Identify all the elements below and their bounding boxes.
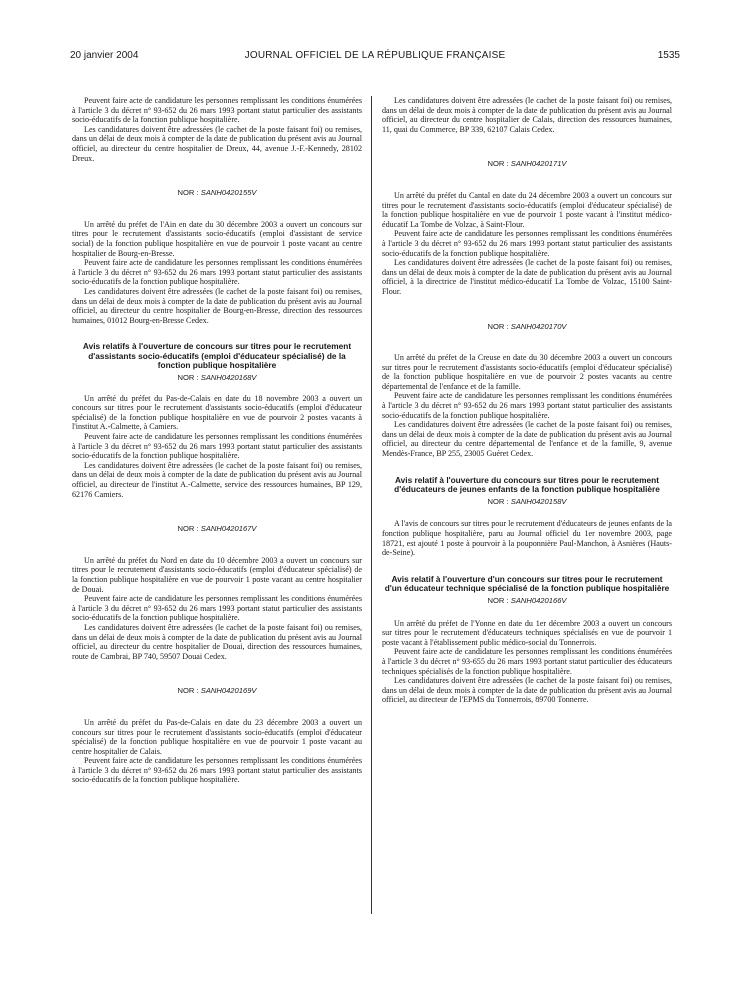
nor-reference bbox=[72, 188, 362, 198]
nor-code: SANH0420169V bbox=[200, 686, 257, 696]
header-date: 20 janvier 2004 bbox=[70, 50, 139, 61]
nor-code: SANH0420170V bbox=[510, 321, 567, 331]
nor-code: SANH0420155V bbox=[200, 188, 257, 198]
paragraph: Les candidatures doivent être adressées (le cachet de la poste faisant foi) ou remises, dans un délai de deux mois à compter de la date de publication du présent avis au Journal officiel, au directeur de l'institut A.-Calmette, service des ressources humaines, BP 129, 62176 Camiers. bbox=[72, 460, 362, 499]
paragraph: Les candidatures doivent être adressées (le cachet de la poste faisant foi) ou remises, dans un délai de deux mois à compter de la date de publication du présent avis au Journal officiel, au directeur du centre départemental de l'enfance et de la famille, 9, avenue Mendès-France, BP 255, 23005 Guéret Cedex. bbox=[382, 420, 672, 459]
nor-label: NOR : bbox=[487, 595, 509, 605]
nor-code: SANH0420171V bbox=[510, 159, 567, 169]
paragraph: Les candidatures doivent être adressées (le cachet de la poste faisant foi) ou remises, dans un délai de deux mois à compter de la date de publication du présent avis au Journal officiel, au directeur du centre hospitalier de Dreux, 44, avenue J.-F.-Kennedy, 28102 Dreux. bbox=[72, 124, 362, 163]
section-title: Avis relatifs à l'ouverture de concours sur titres pour le recrutement d'assistants socio-éducatifs (emploi d'éducateur spécialisé) de la fonction publique hospitalière bbox=[82, 341, 352, 371]
paragraph: Peuvent faire acte de candidature les personnes remplissant les conditions énumérées à l'article 3 du décret n° 93-655 du 26 mars 1993 portant statut particulier des éducateurs techniques spécialisés de la fonction publique hospitalière. bbox=[382, 647, 672, 676]
paragraph: Un arrêté du préfet de l'Yonne en date du 1er décembre 2003 a ouvert un concours sur titres pour le recrutement d'éducateurs techniques spécialisés en vue de pourvoir 1 poste vacant à l'établissement public médico-social du Tonnerrois. bbox=[382, 618, 672, 647]
nor-reference bbox=[72, 373, 362, 383]
nor-label: NOR : bbox=[177, 686, 199, 696]
paragraph: A l'avis de concours sur titres pour le recrutement d'éducateurs de jeunes enfants de la fonction publique hospitalière, paru au Journal officiel du 1er novembre 2003, page 18721, est ajouté 1 poste à pourvoir à la pouponnière Paul-Manchon, à Asnières (Hauts-de-Seine). bbox=[382, 519, 673, 558]
paragraph: Un arrêté du préfet du Pas-de-Calais en date du 23 décembre 2003 a ouvert un concours sur titres pour le recrutement d'assistants socio-éducatifs (emploi d'éducateur spécialisé) de la fonction publique hospitalière en vue de pourvoir 1 poste vacant au centre hospitalier de Calais. bbox=[72, 717, 362, 756]
nor-code: SANH0420168V bbox=[200, 373, 257, 383]
paragraph: Les candidatures doivent être adressées (le cachet de la poste faisant foi) ou remises, dans un délai de deux mois à compter de la date de publication du présent avis au Journal officiel, au directeur du centre hospitalier de Bourg-en-Bresse, direction des ressources humaines, 01012 Bourg-en-Bresse Cedex. bbox=[72, 286, 362, 325]
paragraph: Peuvent faire acte de candidature les personnes remplissant les conditions énumérées à l'article 3 du décret n° 93-652 du 26 mars 1993 portant statut particulier des assistants socio-éducatifs de la fonction publique hospitalière. bbox=[72, 594, 362, 623]
nor-label: NOR : bbox=[177, 188, 199, 198]
nor-code: SANH0420167V bbox=[200, 524, 257, 534]
page-header bbox=[70, 50, 680, 64]
paragraph: Un arrêté du préfet du Cantal en date du 24 décembre 2003 a ouvert un concours sur titres pour le recrutement d'assistants socio-éducatifs (emploi d'éducateur spécialisé) de la fonction publique hospitalière en vue de pourvoir 1 poste vacant à l'institut médico-éducatif La Tombe de Volzac, à Saint-Flour. bbox=[382, 190, 672, 229]
paragraph: Un arrêté du préfet de la Creuse en date du 30 décembre 2003 a ouvert un concours sur titres pour le recrutement d'assistants socio-éducatifs (emploi d'éducateur spécialisé) de la fonction publique hospitalière en vue de pourvoir 2 postes vacants au centre départemental de l'enfance et de la famille. bbox=[382, 353, 672, 391]
section-title: Avis relatif à l'ouverture du concours sur titres pour le recrutement d'éducateurs de jeunes enfants de la fonction publique hospitalière bbox=[394, 474, 660, 495]
nor-reference bbox=[72, 524, 362, 534]
paragraph: Un arrêté du préfet du Nord en date du 10 décembre 2003 a ouvert un concours sur titres pour le recrutement d'assistants socio-éducatifs (emploi d'éducateur spécialisé) de la fonction publique hospitalière en vue de pourvoir 1 poste vacant au centre hospitalier de Douai. bbox=[72, 555, 362, 594]
paragraph: Peuvent faire acte de candidature les personnes remplissant les conditions énumérées à l'article 3 du décret n° 93-652 du 26 mars 1993 portant statut particulier des assistants socio-éducatifs de la fonction publique hospitalière. bbox=[382, 391, 672, 420]
nor-label: NOR : bbox=[487, 496, 509, 506]
paragraph: Un arrêté du préfet du Pas-de-Calais en date du 18 novembre 2003 a ouvert un concours sur titres pour le recrutement d'assistants socio-éducatifs (emploi d'éducateur spécialisé) de la fonction publique hospitalière en vue de pourvoir 2 postes vacants à l'institut A.-Calmette, à Camiers. bbox=[72, 393, 362, 432]
header-journal-title: JOURNAL OFFICIEL DE LA RÉPUBLIQUE FRANÇAISE bbox=[244, 50, 506, 61]
nor-reference bbox=[72, 686, 362, 696]
paragraph: Les candidatures doivent être adressées (le cachet de la poste faisant foi) ou remises, dans un délai de deux mois à compter de la date de publication du présent avis au Journal officiel, au directeur du centre hospitalier de Douai, direction des ressources humaines, route de Cambrai, BP 740, 59507 Douai Cedex. bbox=[72, 622, 362, 661]
right-column bbox=[382, 96, 672, 705]
paragraph: Les candidatures doivent être adressées (le cachet de la poste faisant foi) ou remises, dans un délai de deux mois à compter de la date de publication du présent avis au Journal officiel, au directeur du centre hospitalier de Calais, direction des ressources humaines, 11, quai du Commerce, BP 339, 62107 Calais Cedex. bbox=[382, 96, 672, 134]
paragraph: Peuvent faire acte de candidature les personnes remplissant les conditions énumérées à l'article 3 du décret n° 93-652 du 26 mars 1993 portant statut particulier des assistants socio-éducatifs de la fonction publique hospitalière. bbox=[72, 258, 362, 287]
nor-reference bbox=[382, 322, 672, 332]
paragraph: Peuvent faire acte de candidature les personnes remplissant les conditions énumérées à l'article 3 du décret n° 93-652 du 26 mars 1993 portant statut particulier des assistants socio-éducatifs de la fonction publique hospitalière. bbox=[72, 96, 362, 125]
paragraph: Les candidatures doivent être adressées (le cachet de la poste faisant foi) ou remises, dans un délai de deux mois à compter de la date de publication du présent avis au Journal officiel, au directeur de l'EPMS du Tonnerrois, 89700 Tonnerre. bbox=[382, 676, 672, 705]
header-page-number: 1535 bbox=[657, 50, 680, 61]
nor-reference bbox=[382, 596, 672, 606]
section-title: Avis relatif à l'ouverture d'un concours sur titres pour le recrutement d'un éducateur technique spécialisé de la fonction publique hospitalière bbox=[384, 573, 670, 594]
paragraph: Peuvent faire acte de candidature les personnes remplissant les conditions énumérées à l'article 3 du décret n° 93-652 du 26 mars 1993 portant statut particulier des assistants socio-éducatifs de la fonction publique hospitalière. bbox=[382, 229, 672, 258]
paragraph: Les candidatures doivent être adressées (le cachet de la poste faisant foi) ou remises, dans un délai de deux mois à compter de la date de publication du présent avis au Journal officiel, à la directrice de l'institut médico-éducatif La Tombe de Volzac, 15100 Saint-Flour. bbox=[382, 258, 672, 296]
nor-code: SANH0420166V bbox=[510, 595, 567, 605]
paragraph: Peuvent faire acte de candidature les personnes remplissant les conditions énumérées à l'article 3 du décret n° 93-652 du 26 mars 1993 portant statut particulier des assistants socio-éducatifs de la fonction publique hospitalière. bbox=[72, 756, 362, 785]
nor-code: SANH0420158V bbox=[510, 496, 567, 506]
paragraph: Peuvent faire acte de candidature les personnes remplissant les conditions énumérées à l'article 3 du décret n° 93-652 du 26 mars 1993 portant statut particulier des assistants socio-éducatifs de la fonction publique hospitalière. bbox=[72, 432, 362, 461]
nor-reference bbox=[382, 497, 672, 507]
nor-label: NOR : bbox=[177, 373, 199, 383]
nor-label: NOR : bbox=[487, 321, 509, 331]
nor-label: NOR : bbox=[177, 524, 199, 534]
column-divider bbox=[371, 96, 372, 914]
left-column bbox=[72, 96, 362, 785]
paragraph: Un arrêté du préfet de l'Ain en date du 30 décembre 2003 a ouvert un concours sur titres pour le recrutement d'assistants socio-éducatifs (emploi d'assistant de service social) de la fonction publique hospitalière en vue de pourvoir 1 poste vacant au centre hospitalier de Bourg-en-Bresse. bbox=[72, 219, 362, 258]
nor-reference bbox=[382, 159, 672, 169]
nor-label: NOR : bbox=[487, 159, 509, 169]
